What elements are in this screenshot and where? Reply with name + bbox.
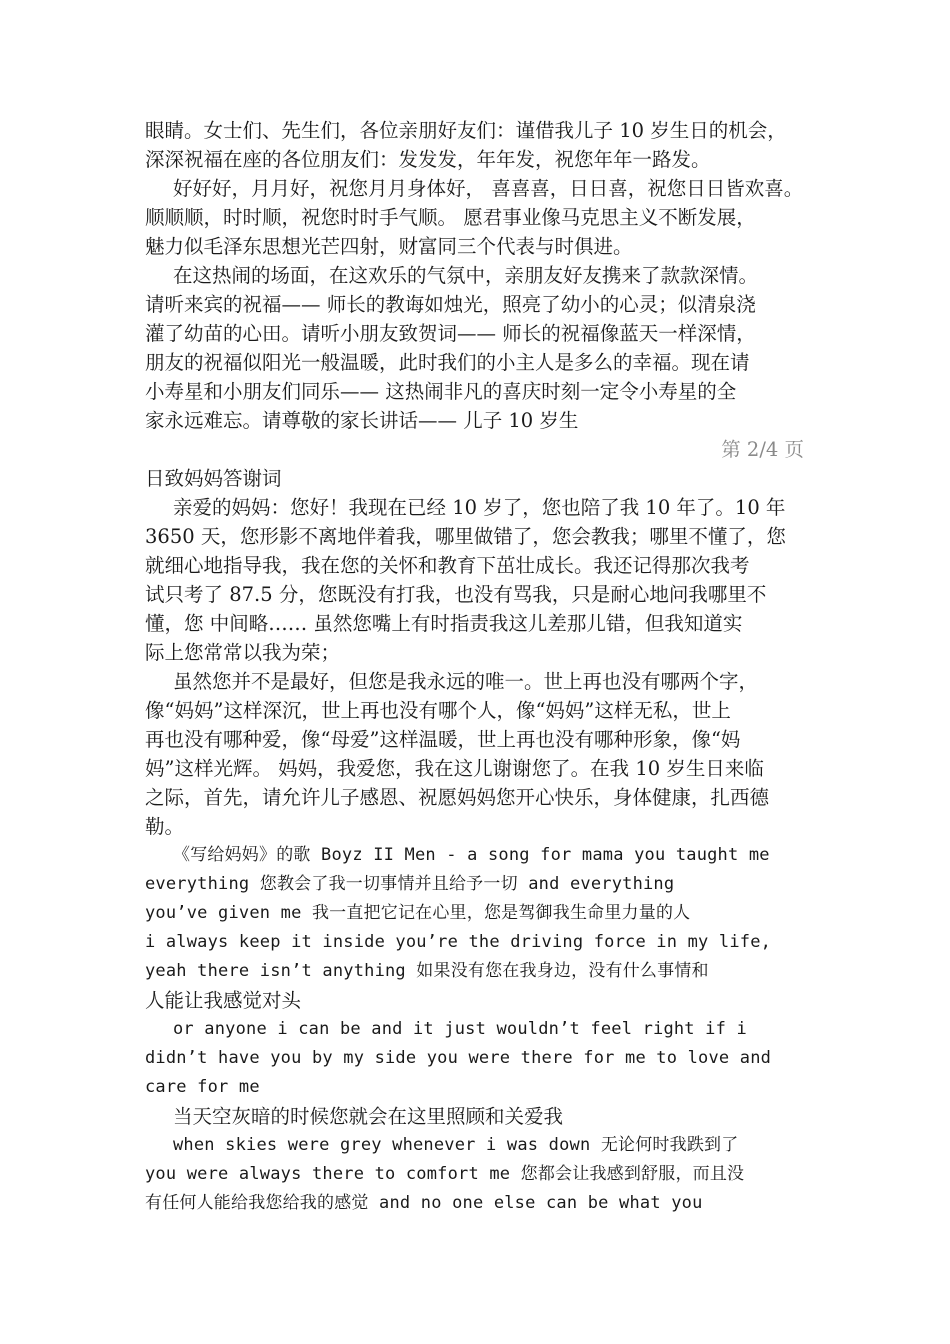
text-line: 勒。 bbox=[145, 815, 185, 838]
text-line: 再也没有哪种爱，像“母爱”这样温暖，世上再也没有哪种形象，像“妈 bbox=[145, 728, 741, 751]
document-body bbox=[145, 116, 810, 1218]
text-line: 灌了幼苗的心田。请听小朋友致贺词—— 师长的祝福像蓝天一样深情， bbox=[145, 322, 756, 345]
text-line: 虽然您并不是最好，但您是我永远的唯一。世上再也没有哪两个字， bbox=[173, 670, 759, 693]
text-line: 妈”这样光辉。 妈妈，我爱您，我在这儿谢谢您了。在我 10 岁生日来临 bbox=[145, 757, 764, 780]
text-line: 当天空灰暗的时候您就会在这里照顾和关爱我 bbox=[173, 1105, 564, 1128]
text-line: 际上您常常以我为荣； bbox=[145, 641, 341, 664]
text-line: you were always there to comfort me 您都会让我感到舒服，而且没 bbox=[145, 1164, 745, 1184]
text-line: everything 您教会了我一切事情并且给予一切 and everything bbox=[145, 874, 675, 894]
text-line: 魅力似毛泽东思想光芒四射，财富同三个代表与时俱进。 bbox=[145, 235, 633, 258]
text-line: care for me bbox=[145, 1077, 260, 1097]
text-line: 试只考了 87.5 分，您既没有打我，也没有骂我，只是耐心地问我哪里不 bbox=[145, 583, 767, 606]
text-line: 深深祝福在座的各位朋友们：发发发，年年发，祝您年年一路发。 bbox=[145, 148, 711, 171]
text-line: 日致妈妈答谢词 bbox=[145, 467, 282, 490]
text-line: 朋友的祝福似阳光一般温暖，此时我们的小主人是多么的幸福。现在请 bbox=[145, 351, 750, 374]
text-line: 家永远难忘。请尊敬的家长讲话—— 儿子 10 岁生 bbox=[145, 409, 579, 432]
text-line: i always keep it inside you’re the driving force in my life, bbox=[145, 932, 772, 952]
text-line: 《写给妈妈》的歌 Boyz II Men - a song for mama you taught me bbox=[173, 845, 770, 865]
text-line: 眼睛。女士们、先生们，各位亲朋好友们：谨借我儿子 10 岁生日的机会， bbox=[145, 119, 787, 142]
text-line: 懂，您 中间略…… 虽然您嘴上有时指责我这儿差那儿错，但我知道实 bbox=[145, 612, 743, 635]
text-line: 请听来宾的祝福—— 师长的教诲如烛光，照亮了幼小的心灵；似清泉浇 bbox=[145, 293, 756, 316]
text-line: 人能让我感觉对头 bbox=[145, 989, 302, 1012]
page-number: 第 2/4 页 bbox=[721, 438, 804, 461]
text-line: you’ve given me 我一直把它记在心里，您是驾御我生命里力量的人 bbox=[145, 903, 691, 923]
text-line: or anyone i can be and it just wouldn’t feel right if i bbox=[173, 1019, 747, 1039]
text-line: 小寿星和小朋友们同乐—— 这热闹非凡的喜庆时刻一定令小寿星的全 bbox=[145, 380, 737, 403]
text-line: didn’t have you by my side you were there for me to love and bbox=[145, 1048, 772, 1068]
text-line: 像“妈妈”这样深沉，世上再也没有哪个人，像“妈妈”这样无私，世上 bbox=[145, 699, 731, 722]
text-line: 之际，首先，请允许儿子感恩、祝愿妈妈您开心快乐，身体健康，扎西德 bbox=[145, 786, 770, 809]
text-line: 亲爱的妈妈：您好！我现在已经 10 岁了，您也陪了我 10 年了。10 年 bbox=[173, 496, 786, 519]
text-line: 在这热闹的场面，在这欢乐的气氛中，亲朋友好友携来了款款深情。 bbox=[173, 264, 759, 287]
text-line: 就细心地指导我，我在您的关怀和教育下茁壮成长。我还记得那次我考 bbox=[145, 554, 750, 577]
text-line: 3650 天，您形影不离地伴着我，哪里做错了，您会教我；哪里不懂了，您 bbox=[145, 525, 786, 548]
text-line: when skies were grey whenever i was down 无论何时我跌到了 bbox=[173, 1135, 739, 1155]
text-line: 好好好，月月好，祝您月月身体好， 喜喜喜，日日喜，祝您日日皆欢喜。 bbox=[173, 177, 804, 200]
text-line: 顺顺顺，时时顺，祝您时时手气顺。 愿君事业像马克思主义不断发展， bbox=[145, 206, 756, 229]
text-line: yeah there isn’t anything 如果没有您在我身边，没有什么事情和 bbox=[145, 961, 709, 981]
text-line: 有任何人能给我您给我的感觉 and no one else can be what you bbox=[145, 1193, 703, 1213]
